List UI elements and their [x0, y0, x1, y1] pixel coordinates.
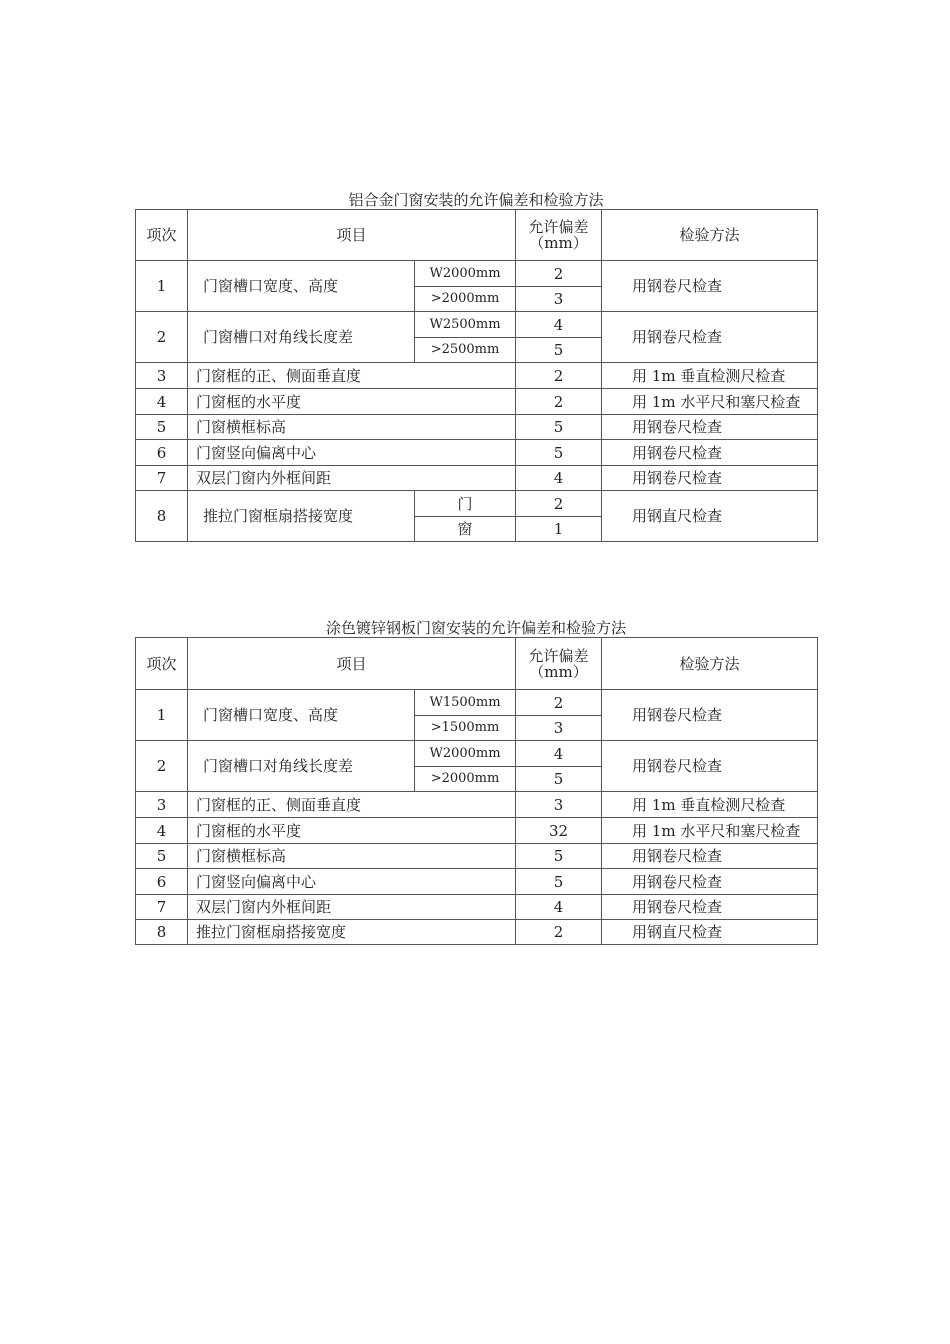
row-method: 用 1m 垂直检测尺检查 — [602, 363, 818, 389]
table-row — [136, 440, 818, 466]
table1-header-row — [136, 210, 818, 261]
header-tolerance-line1: 允许偏差 — [528, 218, 589, 236]
row-tolerance: 2 — [516, 389, 602, 415]
header-tolerance-line2: （mm） — [529, 662, 588, 681]
row-method: 用钢直尺检查 — [602, 920, 818, 945]
row-item: 门窗槽口对角线长度差 — [188, 741, 415, 792]
row-tolerance: 2 — [516, 690, 602, 716]
header-tolerance-line1: 允许偏差 — [528, 646, 589, 665]
row-condition: >2000mm — [415, 287, 516, 312]
header-tolerance-line2: （mm） — [529, 234, 588, 252]
row-index: 4 — [136, 389, 188, 415]
row-item: 门窗槽口宽度、高度 — [188, 690, 415, 741]
row-tolerance: 3 — [516, 792, 602, 818]
row-tolerance: 32 — [516, 818, 602, 844]
row-index: 7 — [136, 466, 188, 491]
row-item: 门窗框的水平度 — [188, 389, 516, 415]
table-row — [136, 491, 818, 517]
table1-caption: 铝合金门窗安装的允许偏差和检验方法 — [348, 191, 604, 209]
header-tolerance — [516, 210, 602, 261]
table-row — [136, 312, 818, 338]
row-tolerance: 3 — [516, 716, 602, 741]
table1 — [135, 209, 818, 542]
row-condition: >2500mm — [415, 338, 516, 363]
row-method: 用钢卷尺检查 — [602, 741, 818, 792]
table2 — [135, 637, 818, 945]
table-row — [136, 818, 818, 844]
header-tolerance — [516, 638, 602, 690]
row-method: 用钢直尺检查 — [602, 491, 818, 542]
row-item: 门窗横框标高 — [188, 844, 516, 869]
row-tolerance: 5 — [516, 415, 602, 440]
table2-caption: 涂色镀锌钢板门窗安装的允许偏差和检验方法 — [325, 619, 626, 637]
table-row — [136, 261, 818, 287]
row-tolerance: 2 — [516, 363, 602, 389]
row-condition: W1500mm — [415, 690, 516, 716]
row-tolerance: 4 — [516, 741, 602, 767]
row-index: 2 — [136, 741, 188, 792]
row-tolerance: 2 — [516, 920, 602, 945]
row-method: 用钢卷尺检查 — [602, 415, 818, 440]
table-row — [136, 415, 818, 440]
row-condition: W2000mm — [415, 741, 516, 767]
table-row — [136, 690, 818, 716]
row-condition: >1500mm — [415, 716, 516, 741]
header-method: 检验方法 — [602, 210, 818, 261]
row-item: 门窗槽口对角线长度差 — [188, 312, 415, 363]
row-method: 用钢卷尺检查 — [602, 466, 818, 491]
row-tolerance: 4 — [516, 466, 602, 491]
row-method: 用钢卷尺检查 — [602, 869, 818, 895]
header-index: 项次 — [136, 210, 188, 261]
row-index: 8 — [136, 920, 188, 945]
row-condition: >2000mm — [415, 767, 516, 792]
row-index: 2 — [136, 312, 188, 363]
row-method: 用 1m 垂直检测尺检查 — [602, 792, 818, 818]
row-tolerance: 5 — [516, 338, 602, 363]
row-condition: W2500mm — [415, 312, 516, 338]
table-row — [136, 792, 818, 818]
row-index: 1 — [136, 690, 188, 741]
row-tolerance: 2 — [516, 261, 602, 287]
row-item: 门窗框的正、侧面垂直度 — [188, 792, 516, 818]
row-tolerance: 3 — [516, 287, 602, 312]
row-index: 5 — [136, 844, 188, 869]
row-method: 用钢卷尺检查 — [602, 261, 818, 312]
row-index: 7 — [136, 895, 188, 920]
table-row — [136, 869, 818, 895]
row-method: 用钢卷尺检查 — [602, 440, 818, 466]
row-tolerance: 5 — [516, 869, 602, 895]
row-tolerance: 2 — [516, 491, 602, 517]
row-tolerance: 5 — [516, 767, 602, 792]
row-method: 用钢卷尺检查 — [602, 312, 818, 363]
row-index: 8 — [136, 491, 188, 542]
row-item: 门窗框的水平度 — [188, 818, 516, 844]
row-method: 用钢卷尺检查 — [602, 844, 818, 869]
table-row — [136, 363, 818, 389]
table-row — [136, 920, 818, 945]
row-item: 推拉门窗框扇搭接宽度 — [188, 920, 516, 945]
row-index: 6 — [136, 440, 188, 466]
table-row — [136, 895, 818, 920]
row-index: 4 — [136, 818, 188, 844]
row-method: 用 1m 水平尺和塞尺检查 — [602, 389, 818, 415]
row-item: 双层门窗内外框间距 — [188, 895, 516, 920]
table-row — [136, 741, 818, 767]
table-row — [136, 466, 818, 491]
row-index: 5 — [136, 415, 188, 440]
header-method: 检验方法 — [602, 638, 818, 690]
row-index: 3 — [136, 792, 188, 818]
row-item: 门窗槽口宽度、高度 — [188, 261, 415, 312]
row-condition: W2000mm — [415, 261, 516, 287]
row-index: 6 — [136, 869, 188, 895]
row-item: 门窗竖向偏离中心 — [188, 869, 516, 895]
row-item: 推拉门窗框扇搭接宽度 — [188, 491, 415, 542]
row-index: 3 — [136, 363, 188, 389]
table-row — [136, 389, 818, 415]
header-index: 项次 — [136, 638, 188, 690]
row-method: 用钢卷尺检查 — [602, 690, 818, 741]
header-item: 项目 — [188, 638, 516, 690]
row-item: 门窗框的正、侧面垂直度 — [188, 363, 516, 389]
row-tolerance: 4 — [516, 312, 602, 338]
row-condition: 门 — [415, 491, 516, 517]
row-condition: 窗 — [415, 517, 516, 542]
table-row — [136, 844, 818, 869]
row-tolerance: 4 — [516, 895, 602, 920]
row-tolerance: 5 — [516, 844, 602, 869]
row-index: 1 — [136, 261, 188, 312]
row-item: 门窗横框标高 — [188, 415, 516, 440]
row-item: 门窗竖向偏离中心 — [188, 440, 516, 466]
table2-header-row — [136, 638, 818, 690]
row-tolerance: 5 — [516, 440, 602, 466]
row-method: 用 1m 水平尺和塞尺检查 — [602, 818, 818, 844]
row-method: 用钢卷尺检查 — [602, 895, 818, 920]
header-item: 项目 — [188, 210, 516, 261]
row-item: 双层门窗内外框间距 — [188, 466, 516, 491]
row-tolerance: 1 — [516, 517, 602, 542]
